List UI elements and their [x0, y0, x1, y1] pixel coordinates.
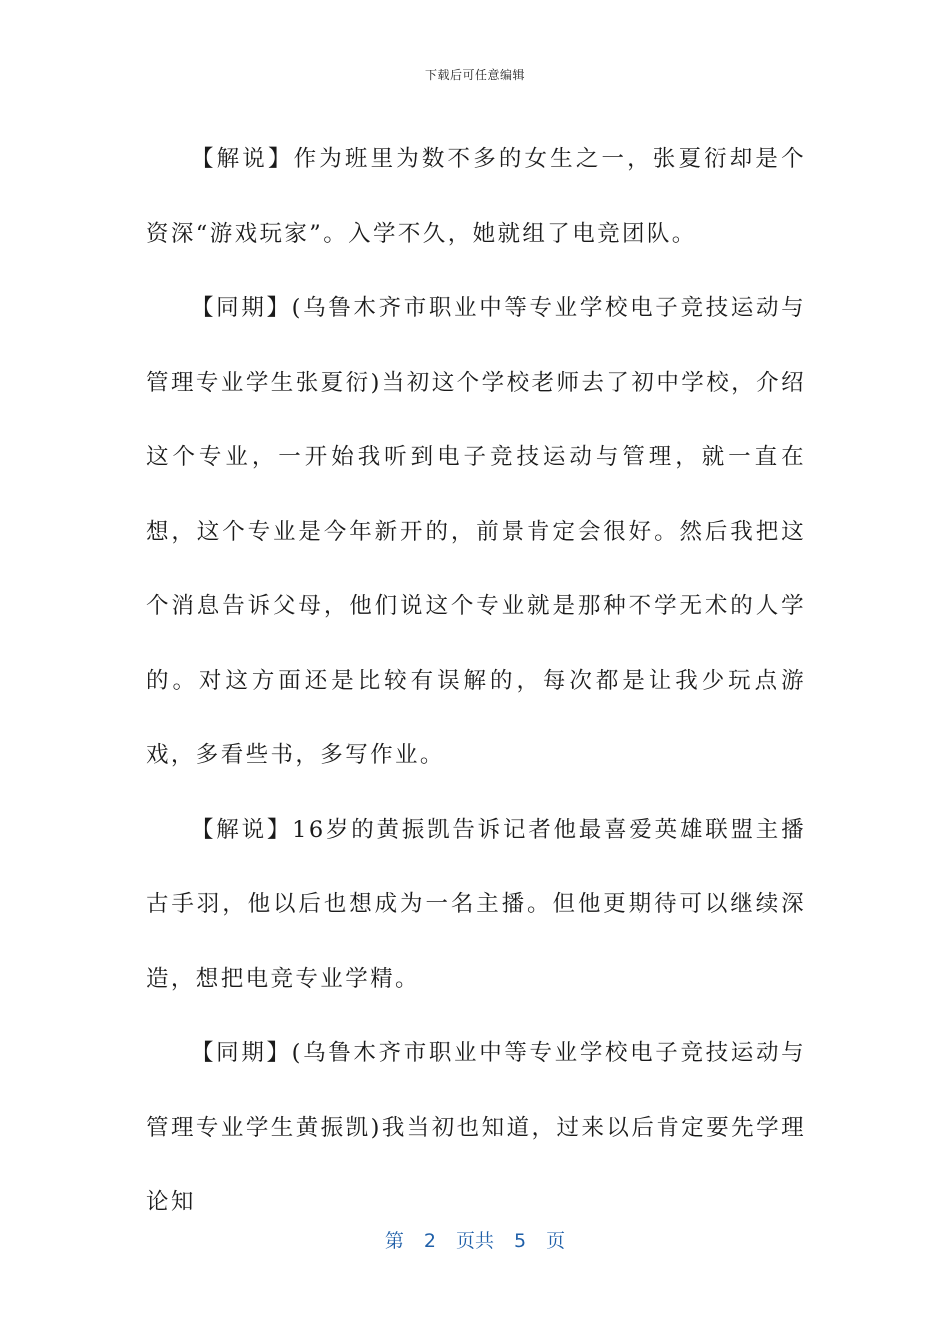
footer-middle: 页共	[455, 1230, 494, 1252]
paragraph: 【同期】(乌鲁木齐市职业中等专业学校电子竞技运动与管理专业学生张夏衍)当初这个学校老师去了初中学校，介绍这个专业，一开始我听到电子竞技运动与管理，就一直在想，这个专业是今年新开的，前景肯定会很好。然后我把这个消息告诉父母，他们说这个专业就是那种不学无术的人学的。对这方面还是比较有误解的，每次都是让我少玩点游戏，多看些书，多写作业。	[146, 295, 806, 768]
footer-total-pages: 5	[514, 1230, 527, 1252]
paragraph: 【解说】16岁的黄振凯告诉记者他最喜爱英雄联盟主播古手羽，他以后也想成为一名主播。但他更期待可以继续深造，想把电竞专业学精。	[146, 816, 806, 992]
page-footer	[0, 1226, 950, 1253]
document-body	[146, 122, 806, 1240]
footer-current-page: 2	[423, 1230, 436, 1252]
page-header: 下载后可任意编辑	[424, 68, 525, 82]
footer-suffix: 页	[546, 1230, 566, 1252]
paragraph: 【解说】作为班里为数不多的女生之一，张夏衍却是个资深“游戏玩家”。入学不久，她就组了电竞团队。	[146, 146, 806, 247]
footer-prefix: 第	[384, 1230, 404, 1252]
paragraph: 【同期】(乌鲁木齐市职业中等专业学校电子竞技运动与管理专业学生黄振凯)我当初也知道，过来以后肯定要先学理论知	[146, 1040, 806, 1215]
